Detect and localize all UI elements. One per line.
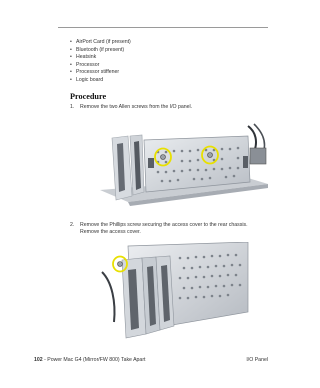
step-number: 2.	[70, 222, 75, 228]
allen-screw	[161, 155, 166, 160]
list-item: • Processor	[70, 61, 100, 68]
section-title: I/O Panel	[246, 357, 268, 363]
access-cover-photo	[98, 242, 250, 340]
phillips-screw	[118, 262, 123, 267]
header-rule	[58, 27, 268, 28]
allen-screw	[208, 153, 213, 158]
list-item: • Processor stiffener	[70, 69, 120, 76]
io-panel-photo	[98, 118, 270, 210]
procedure-step-2	[70, 222, 268, 236]
page-number: 102	[34, 357, 43, 363]
step-number: 1.	[70, 104, 75, 110]
list-item: • Logic board	[70, 76, 104, 83]
access-cover	[122, 256, 174, 338]
footer-separator: -	[42, 357, 48, 363]
doc-title: Power Mac G4 (Mirror/FW 800) Take Apart	[47, 357, 146, 363]
list-item: • Heatsink	[70, 54, 97, 61]
component-list	[70, 39, 131, 85]
step-text: Remove the two Allen screws from the I/O panel.	[80, 104, 193, 110]
procedure-step-1	[70, 104, 268, 111]
pci-slot-brackets	[112, 135, 144, 200]
list-item: • Bluetooth (if present)	[70, 46, 125, 53]
procedure-heading: Procedure	[70, 92, 107, 101]
step-text: Remove the Phillips screw securing the access cover to the rear chassis. Remove the access cover.	[80, 222, 248, 236]
footer-left	[34, 357, 145, 363]
list-item: • AirPort Card (if present)	[70, 39, 131, 45]
